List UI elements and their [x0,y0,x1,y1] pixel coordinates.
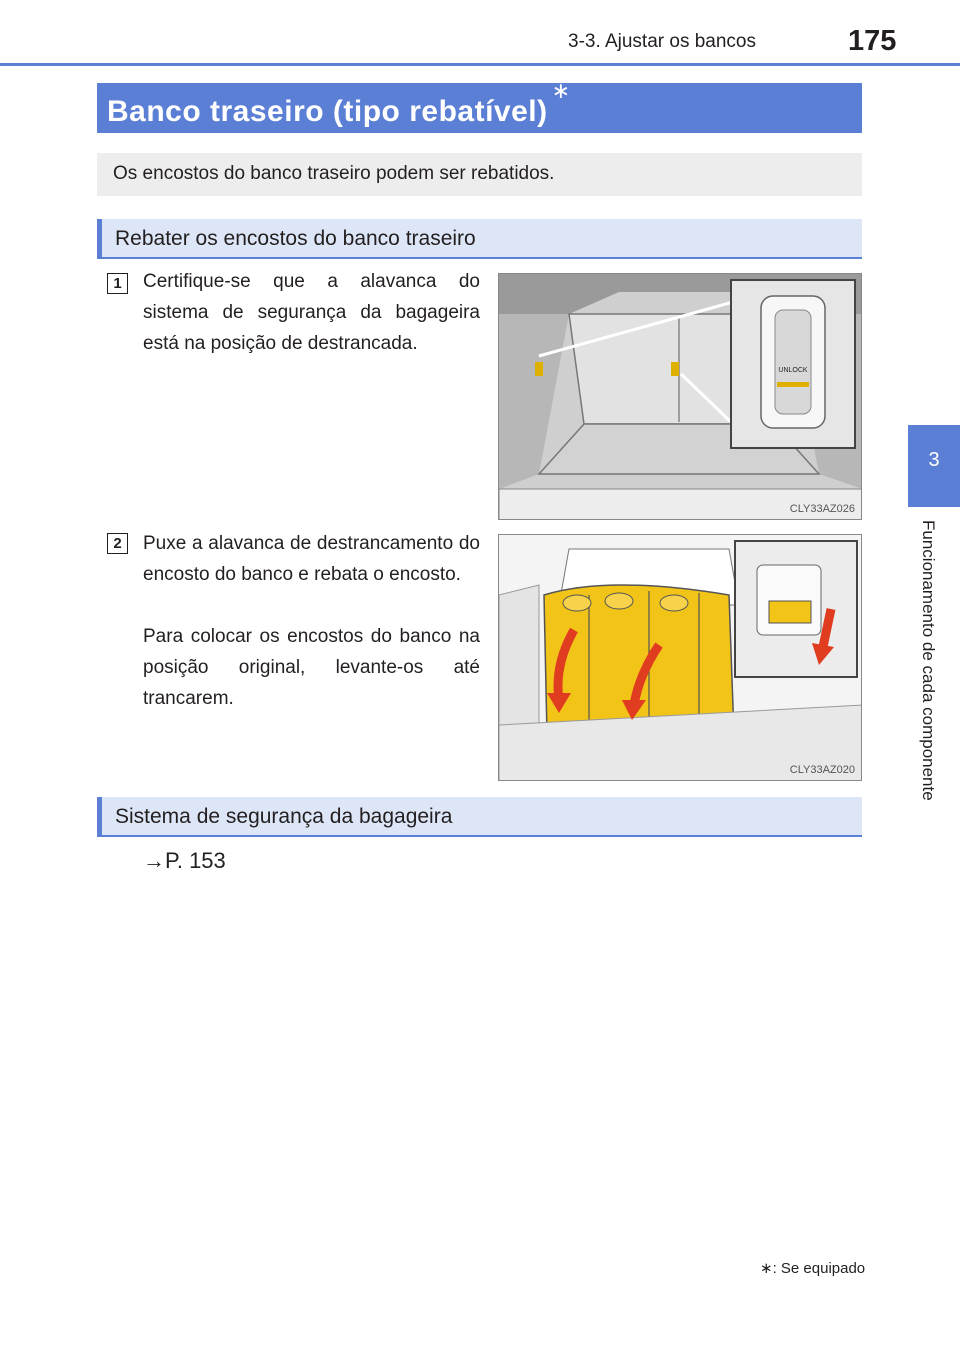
subheading-text: Rebater os encostos do banco traseiro [115,227,476,250]
figure-code: CLY33AZ020 [789,764,855,776]
left-lever [535,362,543,376]
page-number: 175 [848,25,897,57]
step-text-note: Para colocar os encostos do banco na posição original, levante-os até trancarem. [143,626,480,709]
page-reference-link[interactable]: →P. 153 [143,848,226,873]
main-heading-title: Banco traseiro (tipo rebatível) [107,95,548,128]
main-heading [97,78,862,133]
figure-trunk-lever [498,273,862,520]
trunk-illustration [499,274,862,520]
equipped-marker: ∗ [551,78,571,103]
figure-code: CLY33AZ026 [789,503,855,515]
step-text: Puxe a alavanca de destrancamento do encosto do banco e rebata o encosto. [143,533,480,585]
header-rule [0,63,960,66]
seat-illustration [499,535,862,781]
subheading-text: Sistema de segurança da bagageira [115,805,453,828]
chapter-side-label [918,520,940,860]
section-title: 3-3. Ajustar os bancos [568,31,756,52]
right-lever [671,362,679,376]
chapter-number: 3 [928,449,940,471]
chapter-title: Funcionamento de cada componente [919,520,938,801]
figure-fold-seat [498,534,862,781]
unlock-label: UNLOCK [778,367,808,374]
chapter-tab[interactable] [908,425,960,507]
subheading-trunk-security [97,797,862,837]
step-text: Certifique-se que a alavanca do sistema de segurança da bagageira está na posição de destrancada. [143,271,480,354]
intro-text: Os encostos do banco traseiro podem ser rebatidos. [113,163,555,184]
main-heading-text [107,78,571,129]
step-number: 1 [107,273,128,294]
intro-box [97,153,862,196]
footnote: ∗: Se equipado [760,1260,866,1277]
subheading-fold-seatbacks [97,219,862,259]
step-number: 2 [107,533,128,554]
